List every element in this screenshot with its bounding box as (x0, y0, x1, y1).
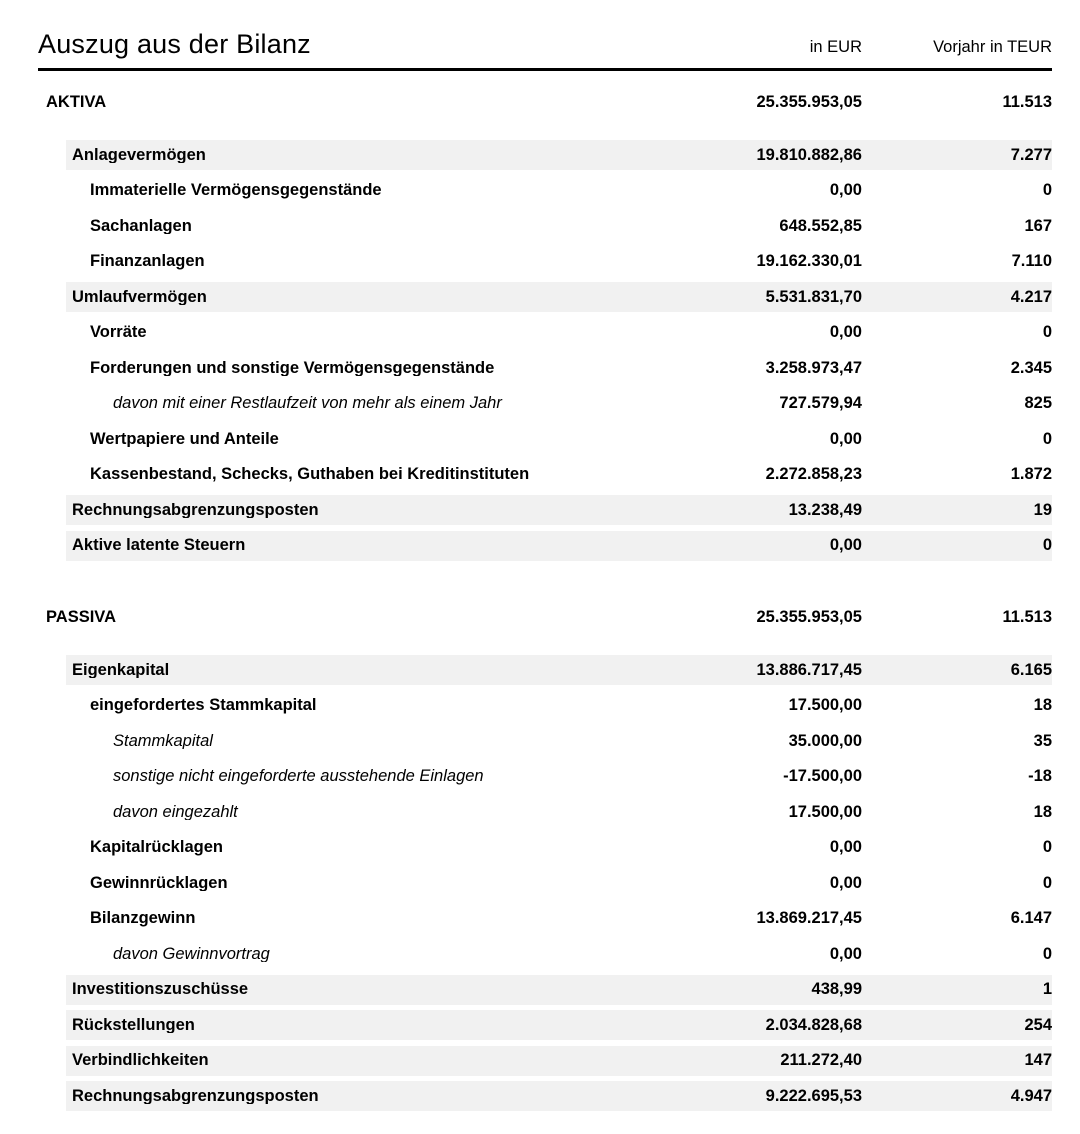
row-value-eur: 0,00 (829, 536, 862, 555)
row-value-eur: 0,00 (829, 323, 862, 342)
section-rows (38, 655, 1052, 1111)
row-value-eur: 438,99 (811, 980, 862, 999)
row-value-eur: 19.810.882,86 (756, 145, 862, 164)
balance-section (38, 602, 1052, 1111)
row-value-eur: 3.258.973,47 (765, 358, 862, 377)
header-rule (38, 68, 1052, 71)
section-total-eur: 25.355.953,05 (756, 92, 862, 111)
row-value-eur: 648.552,85 (779, 216, 862, 235)
row-label: Finanzanlagen (90, 253, 205, 270)
row-value-eur: 5.531.831,70 (765, 287, 862, 306)
section-rows (38, 140, 1052, 561)
row-label: Immaterielle Vermögensgegenstände (90, 182, 382, 199)
row-value-eur: 9.222.695,53 (765, 1086, 862, 1105)
row-label: Umlaufvermögen (72, 288, 207, 306)
row-label: Sachanlagen (90, 217, 192, 235)
row-label: Bilanzgewinn (90, 910, 196, 927)
balance-row (66, 939, 1052, 969)
balance-row (66, 211, 1052, 241)
row-label: sonstige nicht eingeforderte ausstehende Einlagen (113, 768, 484, 785)
row-value-teur: -18 (1028, 767, 1052, 786)
row-value-eur: 35.000,00 (788, 731, 862, 750)
row-label: Aktive latente Steuern (72, 537, 246, 554)
row-value-teur: 147 (1024, 1051, 1052, 1070)
balance-row (66, 868, 1052, 898)
balance-row (66, 904, 1052, 934)
balance-row (66, 353, 1052, 383)
row-value-eur: 17.500,00 (788, 802, 862, 821)
row-value-eur: 13.238,49 (788, 500, 862, 519)
row-label: davon mit einer Restlaufzeit von mehr als einem Jahr (113, 395, 502, 412)
balance-row (66, 1010, 1052, 1040)
row-value-eur: 727.579,94 (779, 394, 862, 413)
row-value-eur: 13.869.217,45 (756, 909, 862, 928)
row-value-eur: 0,00 (829, 944, 862, 963)
row-label: Wertpapiere und Anteile (90, 430, 279, 448)
row-value-teur: 0 (1042, 323, 1052, 342)
balance-row (66, 797, 1052, 827)
balance-row (66, 975, 1052, 1005)
row-label: Kapitalrücklagen (90, 839, 223, 856)
balance-row (66, 691, 1052, 721)
row-label: Rechnungsabgrenzungsposten (72, 501, 319, 519)
section-title: AKTIVA (46, 93, 107, 111)
row-value-eur: 2.272.858,23 (765, 465, 862, 484)
section-total-teur: 11.513 (1002, 607, 1052, 626)
row-value-teur: 254 (1024, 1015, 1052, 1034)
balance-row (66, 762, 1052, 792)
row-label: Verbindlichkeiten (72, 1052, 209, 1069)
row-label: Gewinnrücklagen (90, 874, 228, 892)
balance-row (66, 389, 1052, 419)
row-label: Anlagevermögen (72, 146, 206, 164)
row-value-teur: 18 (1033, 696, 1052, 715)
section-total-teur: 11.513 (1002, 92, 1052, 111)
row-label: eingefordertes Stammkapital (90, 697, 317, 714)
balance-section (38, 87, 1052, 561)
row-value-teur: 0 (1042, 944, 1052, 963)
row-value-teur: 1 (1042, 980, 1052, 999)
balance-row (66, 531, 1052, 561)
balance-row (66, 833, 1052, 863)
row-value-teur: 4.217 (1010, 287, 1052, 306)
row-value-eur: 2.034.828,68 (765, 1015, 862, 1034)
row-value-teur: 2.345 (1010, 358, 1052, 377)
row-value-eur: 0,00 (829, 838, 862, 857)
balance-row (66, 424, 1052, 454)
row-label: davon eingezahlt (113, 803, 238, 821)
row-value-teur: 0 (1042, 181, 1052, 200)
document-header (38, 29, 1052, 60)
balance-row (66, 655, 1052, 685)
row-label: Investitionszuschüsse (72, 981, 249, 998)
balance-row (66, 176, 1052, 206)
balance-row (66, 1081, 1052, 1111)
row-value-eur: 0,00 (829, 429, 862, 448)
row-value-eur: 211.272,40 (780, 1051, 862, 1070)
row-value-eur: 0,00 (829, 181, 862, 200)
row-value-eur: 0,00 (829, 873, 862, 892)
row-value-teur: 7.110 (1011, 252, 1052, 271)
row-value-teur: 825 (1024, 394, 1052, 413)
balance-row (66, 282, 1052, 312)
row-value-teur: 7.277 (1010, 145, 1052, 164)
section-total-row (38, 87, 1052, 117)
section-total-row (38, 602, 1052, 632)
row-value-eur: 19.162.330,01 (756, 252, 862, 271)
balance-row (66, 726, 1052, 756)
row-label: Rechnungsabgrenzungsposten (72, 1087, 319, 1105)
section-title: PASSIVA (46, 608, 116, 626)
balance-row (66, 140, 1052, 170)
row-value-teur: 0 (1042, 838, 1052, 857)
sections-container (38, 87, 1052, 1111)
balance-row (66, 460, 1052, 490)
column-header-vorjahr-teur: Vorjahr in TEUR (933, 38, 1052, 57)
row-value-teur: 19 (1033, 500, 1052, 519)
row-label: Rückstellungen (72, 1016, 195, 1034)
row-value-teur: 1.872 (1010, 465, 1052, 484)
row-value-teur: 0 (1042, 536, 1052, 555)
row-value-teur: 0 (1042, 873, 1052, 892)
row-value-teur: 6.165 (1010, 660, 1052, 679)
row-value-teur: 0 (1042, 429, 1052, 448)
row-value-teur: 4.947 (1010, 1086, 1052, 1105)
balance-row (66, 318, 1052, 348)
row-label: Forderungen und sonstige Vermögensgegenstände (90, 359, 495, 377)
section-total-eur: 25.355.953,05 (756, 607, 862, 626)
row-value-eur: -17.500,00 (783, 767, 862, 786)
row-value-eur: 13.886.717,45 (756, 660, 862, 679)
balance-row (66, 247, 1052, 277)
row-label: davon Gewinnvortrag (113, 945, 270, 963)
page-title: Auszug aus der Bilanz (38, 29, 311, 59)
balance-row (66, 1046, 1052, 1076)
row-value-teur: 18 (1033, 802, 1052, 821)
column-header-eur: in EUR (809, 38, 862, 57)
row-value-eur: 17.500,00 (788, 696, 862, 715)
row-value-teur: 6.147 (1010, 909, 1052, 928)
row-label: Stammkapital (113, 732, 213, 750)
row-label: Eigenkapital (72, 661, 170, 679)
row-value-teur: 35 (1033, 731, 1052, 750)
row-label: Kassenbestand, Schecks, Guthaben bei Kreditinstituten (90, 466, 530, 483)
row-label: Vorräte (90, 324, 147, 341)
balance-row (66, 495, 1052, 525)
row-value-teur: 167 (1024, 216, 1052, 235)
